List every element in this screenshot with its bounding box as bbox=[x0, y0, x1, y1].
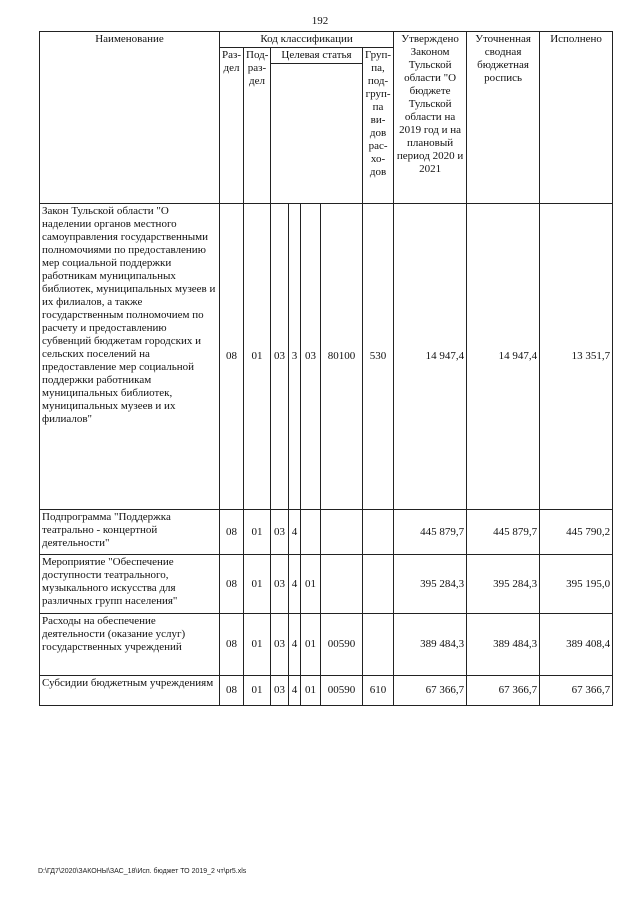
row-approved: 395 284,3 bbox=[394, 555, 467, 614]
row-refined: 389 484,3 bbox=[467, 614, 540, 676]
row-subsection: 01 bbox=[244, 614, 271, 676]
row-subsection: 01 bbox=[244, 676, 271, 706]
row-target-4: 00590 bbox=[321, 676, 363, 706]
table-row bbox=[40, 510, 613, 555]
header-name: Наименование bbox=[40, 32, 220, 204]
row-target-2: 4 bbox=[289, 614, 301, 676]
row-target-2: 4 bbox=[289, 510, 301, 555]
row-target-4: 80100 bbox=[321, 204, 363, 510]
row-approved: 445 879,7 bbox=[394, 510, 467, 555]
row-target-3: 01 bbox=[301, 555, 321, 614]
row-target-1: 03 bbox=[271, 676, 289, 706]
row-refined: 395 284,3 bbox=[467, 555, 540, 614]
row-target-3 bbox=[301, 510, 321, 555]
header-approved: Утверждено Законом Тульской области "О бюджете Тульской области на 2019 год и на плановый период 2020 и 2021 bbox=[394, 32, 467, 204]
row-target-2: 3 bbox=[289, 204, 301, 510]
row-executed: 395 195,0 bbox=[540, 555, 613, 614]
row-target-4 bbox=[321, 510, 363, 555]
row-target-3: 03 bbox=[301, 204, 321, 510]
row-section: 08 bbox=[220, 510, 244, 555]
header-target-article-blank bbox=[271, 64, 363, 204]
row-refined: 445 879,7 bbox=[467, 510, 540, 555]
row-target-1: 03 bbox=[271, 555, 289, 614]
table-row bbox=[40, 676, 613, 706]
row-approved: 389 484,3 bbox=[394, 614, 467, 676]
row-executed: 13 351,7 bbox=[540, 204, 613, 510]
row-name: Подпрограмма "Поддержка театрально - концертной деятельности" bbox=[40, 510, 220, 555]
header-target-article: Целевая статья bbox=[271, 48, 363, 64]
row-target-1: 03 bbox=[271, 614, 289, 676]
table-row bbox=[40, 555, 613, 614]
row-section: 08 bbox=[220, 555, 244, 614]
footer-file-path: D:\ГД7\2020\ЗАКОНЫ\ЗАС_18\Исп. бюджет ТО 2019_2 чт\pr5.xls bbox=[38, 868, 247, 875]
budget-table bbox=[39, 31, 613, 706]
header-row-1 bbox=[40, 32, 613, 48]
row-group: 610 bbox=[363, 676, 394, 706]
row-executed: 67 366,7 bbox=[540, 676, 613, 706]
row-section: 08 bbox=[220, 614, 244, 676]
row-name: Мероприятие "Обеспечение доступности театрального, музыкального искусства для различных групп населения" bbox=[40, 555, 220, 614]
header-classification: Код классификации bbox=[220, 32, 394, 48]
row-name: Закон Тульской области "О наделении органов местного самоуправления государственными полномочиями по предоставлению мер социальной поддержки работникам муниципальных библиотек, муниципальных музеев и их филиалов, а также государственным полномочием по расчету и предоставлению субвенций бюджетам городских и сельских поселений на предоставление мер социальной поддержки работникам муниципальных библиотек, муниципальных музеев и их филиалов" bbox=[40, 204, 220, 510]
row-subsection: 01 bbox=[244, 204, 271, 510]
row-target-3: 01 bbox=[301, 614, 321, 676]
row-group: 530 bbox=[363, 204, 394, 510]
table-row bbox=[40, 204, 613, 510]
row-approved: 14 947,4 bbox=[394, 204, 467, 510]
header-section: Раз-дел bbox=[220, 48, 244, 204]
row-approved: 67 366,7 bbox=[394, 676, 467, 706]
row-target-4: 00590 bbox=[321, 614, 363, 676]
header-refined: Уточненная сводная бюджетная роспись bbox=[467, 32, 540, 204]
row-refined: 67 366,7 bbox=[467, 676, 540, 706]
row-target-2: 4 bbox=[289, 555, 301, 614]
row-target-1: 03 bbox=[271, 510, 289, 555]
row-name: Расходы на обеспечение деятельности (оказание услуг) государственных учреждений bbox=[40, 614, 220, 676]
table-row bbox=[40, 614, 613, 676]
row-group bbox=[363, 510, 394, 555]
row-section: 08 bbox=[220, 204, 244, 510]
row-executed: 445 790,2 bbox=[540, 510, 613, 555]
row-group bbox=[363, 614, 394, 676]
row-subsection: 01 bbox=[244, 510, 271, 555]
row-group bbox=[363, 555, 394, 614]
row-refined: 14 947,4 bbox=[467, 204, 540, 510]
page-number: 192 bbox=[311, 15, 329, 27]
header-executed: Исполнено bbox=[540, 32, 613, 204]
header-expense-group: Груп-па, под-груп-па ви-дов рас-хо-дов bbox=[363, 48, 394, 204]
row-target-4 bbox=[321, 555, 363, 614]
header-subsection: Под-раз-дел bbox=[244, 48, 271, 204]
row-target-3: 01 bbox=[301, 676, 321, 706]
row-target-1: 03 bbox=[271, 204, 289, 510]
row-subsection: 01 bbox=[244, 555, 271, 614]
row-target-2: 4 bbox=[289, 676, 301, 706]
row-name: Субсидии бюджетным учреждениям bbox=[40, 676, 220, 706]
row-section: 08 bbox=[220, 676, 244, 706]
row-executed: 389 408,4 bbox=[540, 614, 613, 676]
